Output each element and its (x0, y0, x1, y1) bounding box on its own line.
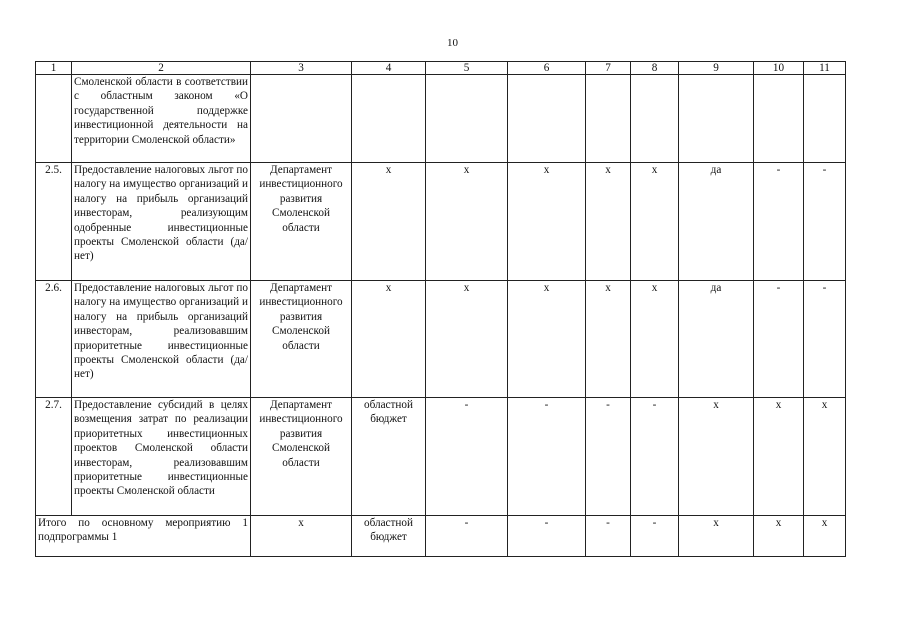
column-header: 7 (586, 62, 631, 75)
column-header: 6 (508, 62, 586, 75)
value-cell: - (426, 516, 508, 557)
value-cell: x (679, 516, 754, 557)
table-row (36, 75, 846, 163)
program-table (35, 61, 846, 557)
value-cell: x (508, 163, 586, 281)
table-row (36, 398, 846, 516)
funding-source-cell: областной бюджет (352, 398, 426, 516)
value-cell: - (586, 516, 631, 557)
column-header: 10 (754, 62, 804, 75)
value-cell: x (508, 281, 586, 398)
value-cell (508, 75, 586, 163)
value-cell (804, 75, 846, 163)
executor-cell: Департамент инвестиционного развития Смоленской области (251, 281, 352, 398)
value-cell: x (586, 281, 631, 398)
row-number: 2.7. (36, 398, 72, 516)
value-cell: да (679, 163, 754, 281)
value-cell: x (754, 398, 804, 516)
value-cell: x (679, 398, 754, 516)
value-cell: - (804, 281, 846, 398)
executor-cell: Департамент инвестиционного развития Смоленской области (251, 398, 352, 516)
executor-cell (251, 75, 352, 163)
measure-description: Смоленской области в соответствии с областным законом «О государственной поддержке инвестиционной деятельности на территории Смоленской области» (72, 75, 251, 163)
value-cell: - (754, 163, 804, 281)
row-number (36, 75, 72, 163)
value-cell: x (804, 398, 846, 516)
value-cell: - (426, 398, 508, 516)
table-row (36, 281, 846, 398)
funding-source-cell: областной бюджет (352, 516, 426, 557)
column-header: 2 (72, 62, 251, 75)
value-cell: - (508, 516, 586, 557)
value-cell: x (426, 163, 508, 281)
value-cell: - (804, 163, 846, 281)
value-cell: - (586, 398, 631, 516)
column-header: 9 (679, 62, 754, 75)
value-cell: - (754, 281, 804, 398)
value-cell: x (754, 516, 804, 557)
value-cell: x (631, 163, 679, 281)
page-number: 10 (447, 37, 458, 49)
executor-cell: x (251, 516, 352, 557)
value-cell (631, 75, 679, 163)
funding-source-cell: x (352, 163, 426, 281)
value-cell (586, 75, 631, 163)
value-cell: - (631, 398, 679, 516)
value-cell (754, 75, 804, 163)
value-cell: x (631, 281, 679, 398)
column-header: 5 (426, 62, 508, 75)
value-cell: x (586, 163, 631, 281)
measure-description: Предоставление субсидий в целях возмещения затрат по реализации приоритетных инвестиционных проектов Смоленской области инвесторам, реализовавшим приоритетные инвестиционные проекты Смоленской области (72, 398, 251, 516)
value-cell: - (508, 398, 586, 516)
row-number: 2.5. (36, 163, 72, 281)
measure-description: Предоставление налоговых льгот по налогу на имущество организаций и налогу на прибыль организаций инвесторам, реализующим одобренные инвестиционные проекты Смоленской области (да/нет) (72, 163, 251, 281)
funding-source-cell (352, 75, 426, 163)
measure-description: Предоставление налоговых льгот по налогу на имущество организаций и налогу на прибыль организаций инвесторам, реализовавшим приоритетные инвестиционные проекты Смоленской области (да/нет) (72, 281, 251, 398)
value-cell: - (631, 516, 679, 557)
value-cell: x (804, 516, 846, 557)
column-header: 11 (804, 62, 846, 75)
total-row (36, 516, 846, 557)
total-label: Итого по основному мероприятию 1 подпрограммы 1 (36, 516, 251, 557)
value-cell: x (426, 281, 508, 398)
funding-source-cell: x (352, 281, 426, 398)
row-number: 2.6. (36, 281, 72, 398)
executor-cell: Департамент инвестиционного развития Смоленской области (251, 163, 352, 281)
value-cell: да (679, 281, 754, 398)
column-number-row (36, 62, 846, 75)
table-row (36, 163, 846, 281)
value-cell (426, 75, 508, 163)
value-cell (679, 75, 754, 163)
column-header: 1 (36, 62, 72, 75)
column-header: 3 (251, 62, 352, 75)
column-header: 4 (352, 62, 426, 75)
column-header: 8 (631, 62, 679, 75)
